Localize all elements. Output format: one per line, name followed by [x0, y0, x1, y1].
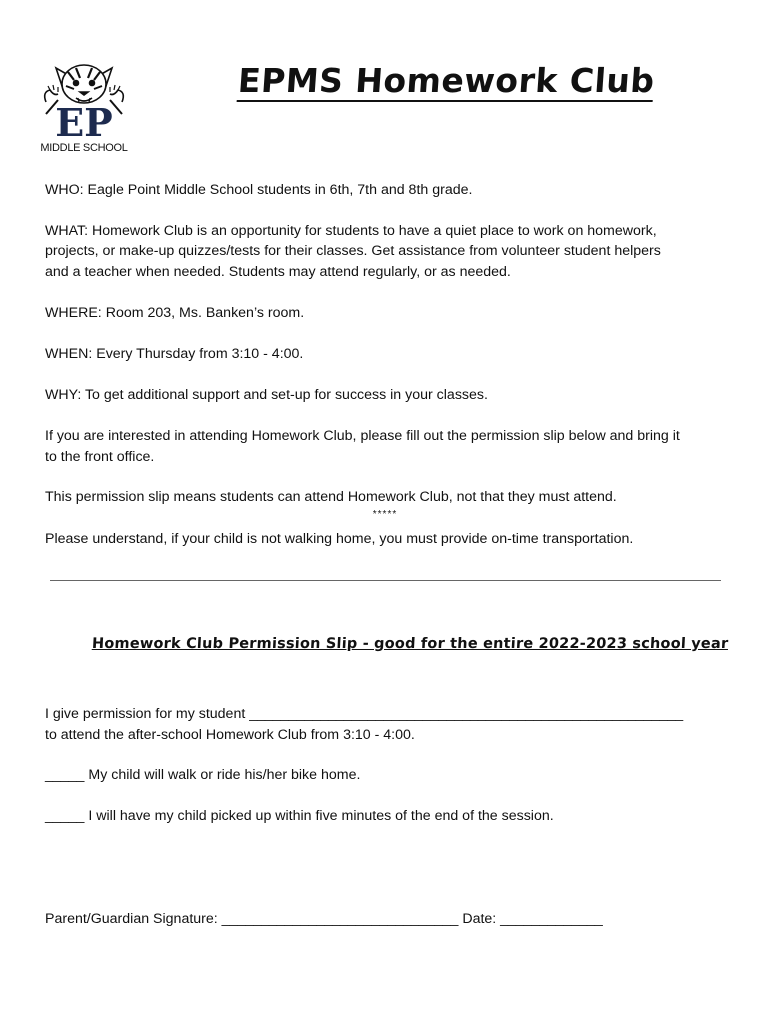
transport-paragraph: Please understand, if your child is not walking home, you must provide on-time transportation.: [45, 531, 634, 547]
what-line-3: and a teacher when needed. Students may attend regularly, or as needed.: [45, 264, 511, 280]
cut-line: [50, 580, 721, 581]
permission-paragraph: This permission slip means students can attend Homework Club, not that they must attend.: [45, 489, 617, 505]
logo-subtitle: MIDDLE SCHOOL: [40, 142, 128, 154]
tiger-mascot-logo: [36, 56, 132, 154]
attend-line: to attend the after-school Homework Club from 3:10 - 4:00.: [45, 727, 415, 743]
school-logo: [36, 56, 132, 154]
logo-letters: EP: [55, 100, 113, 145]
stars-divider: *****: [372, 509, 398, 520]
pickup-option: _____ I will have my child picked up within five minutes of the end of the session.: [45, 808, 554, 824]
signature-line: Parent/Guardian Signature: ______________________________ Date: _____________: [45, 911, 603, 927]
interest-line-1: If you are interested in attending Homework Club, please fill out the permission slip below and bring it: [45, 428, 680, 444]
page-title: EPMS Homework Club: [236, 61, 656, 100]
interest-line-2: to the front office.: [45, 449, 155, 465]
what-line-1: WHAT: Homework Club is an opportunity for students to have a quiet place to work on homework,: [45, 223, 657, 239]
walk-option: _____ My child will walk or ride his/her bike home.: [45, 767, 361, 783]
where-paragraph: WHERE: Room 203, Ms. Banken’s room.: [45, 305, 305, 321]
who-paragraph: WHO: Eagle Point Middle School students in 6th, 7th and 8th grade.: [45, 182, 473, 198]
slip-title: Homework Club Permission Slip - good for the entire 2022-2023 school year: [91, 636, 729, 652]
why-paragraph: WHY: To get additional support and set-up for success in your classes.: [45, 387, 488, 403]
when-paragraph: WHEN: Every Thursday from 3:10 - 4:00.: [45, 346, 304, 362]
give-permission-line: I give permission for my student _______________________________________________________: [45, 706, 684, 722]
what-line-2: projects, or make-up quizzes/tests for their classes. Get assistance from volunteer student helpers: [45, 243, 661, 259]
